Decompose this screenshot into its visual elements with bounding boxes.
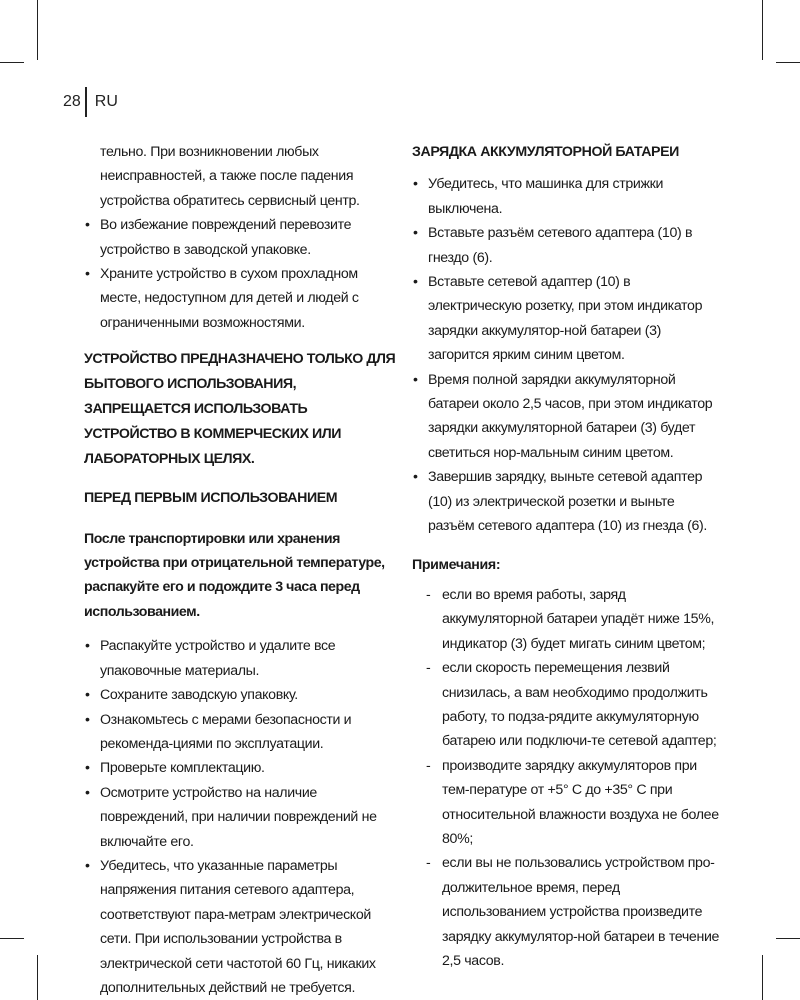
section-title-before-first-use: ПЕРЕД ПЕРВЫМ ИСПОЛЬЗОВАНИЕМ	[84, 490, 338, 507]
left-column	[84, 140, 396, 1000]
household-use-warning: УСТРОЙСТВО ПРЕДНАЗНАЧЕНО ТОЛЬКО ДЛЯ БЫТОВОГО ИСПОЛЬЗОВАНИЯ, ЗАПРЕЩАЕТСЯ ИСПОЛЬЗОВАТЬ УСТРОЙСТВО В КОММЕРЧЕСКИХ ИЛИ ЛАБОРАТОРНЫХ ЦЕЛЯХ.	[84, 351, 396, 468]
crop-mark	[37, 955, 38, 1000]
continued-paragraph: тельно. При возникновении любых неисправностей, а также после падения устройства обратитесь сервисный центр.	[100, 144, 360, 209]
transport-note: После транспортировки или хранения устройства при отрицательной температуре, распакуйте его и подождите 3 часа перед использованием.	[84, 530, 385, 620]
list-item: • Вставьте сетевой адаптер (10) в электрическую розетку, при этом индикатор зарядки аккумулятор-ной батареи (3) загорится ярким синим цветом.	[412, 270, 720, 368]
section-title-battery-charging: ЗАРЯДКА АККУМУЛЯТОРНОЙ БАТАРЕИ	[412, 144, 679, 160]
list-item: • Во избежание повреждений перевозите устройство в заводской упаковке.	[84, 213, 396, 262]
notes-list	[412, 583, 720, 974]
crop-mark	[776, 62, 800, 63]
list-item: • Убедитесь, что указанные параметры напряжения питания сетевого адаптера, соответствуют пара-метрам электрической сети. При использовании устройства в электрической сети частотой 60 Гц, никаких дополнительных действий не требуется.	[84, 854, 396, 1000]
list-item: • Время полной зарядки аккумуляторной батареи около 2,5 часов, при этом индикатор зарядки аккумуляторной батареи (3) будет светиться нор-мальным синим цветом.	[412, 368, 720, 466]
list-item: • Завершив зарядку, выньте сетевой адаптер (10) из электрической розетки и выньте разъём сетевого адаптера (10) из гнезда (6).	[412, 465, 720, 538]
bullet-list-charging	[412, 172, 720, 538]
note-item: - производите зарядку аккумуляторов при тем-пературе от +5° С до +35° С при относительной влажности воздуха не более 80%;	[412, 754, 720, 852]
right-column	[412, 140, 720, 973]
language-label: RU	[94, 93, 118, 110]
page-header	[63, 88, 118, 116]
page-number: 28	[63, 93, 81, 110]
list-item: • Проверьте комплектацию.	[84, 756, 396, 780]
crop-mark	[762, 955, 763, 1000]
list-item: • Ознакомьтесь с мерами безопасности и рекоменда-циями по эксплуатации.	[84, 708, 396, 757]
note-item: - если скорость перемещения лезвий снизилась, а вам необходимо продолжить работу, то подза-рядите аккумуляторную батарею или подключи-те сетевой адаптер;	[412, 656, 720, 754]
crop-mark	[762, 0, 763, 60]
list-item: • Распакуйте устройство и удалите все упаковочные материалы.	[84, 634, 396, 683]
notes-title: Примечания:	[412, 556, 501, 573]
crop-mark	[0, 938, 24, 939]
bullet-list-top	[84, 213, 396, 335]
list-item: • Убедитесь, что машинка для стрижки выключена.	[412, 172, 720, 221]
note-item: - если вы не пользовались устройством про-должительное время, перед использованием устройства произведите зарядку аккумулятор-ной батареи в течение 2,5 часов.	[412, 851, 720, 973]
crop-mark	[776, 938, 800, 939]
crop-mark	[0, 62, 24, 63]
note-item: - если во время работы, заряд аккумуляторной батареи упадёт ниже 15%, индикатор (3) будет мигать синим цветом;	[412, 583, 720, 656]
list-item: • Вставьте разъём сетевого адаптера (10) в гнездо (6).	[412, 221, 720, 270]
crop-mark	[37, 0, 38, 60]
bullet-list-first-use	[84, 634, 396, 1000]
list-item: • Сохраните заводскую упаковку.	[84, 683, 396, 707]
list-item: • Осмотрите устройство на наличие повреждений, при наличии повреждений не включайте его.	[84, 781, 396, 854]
list-item: • Храните устройство в сухом прохладном месте, недоступном для детей и людей с ограниченными возможностями.	[84, 262, 396, 335]
header-divider	[85, 87, 87, 117]
